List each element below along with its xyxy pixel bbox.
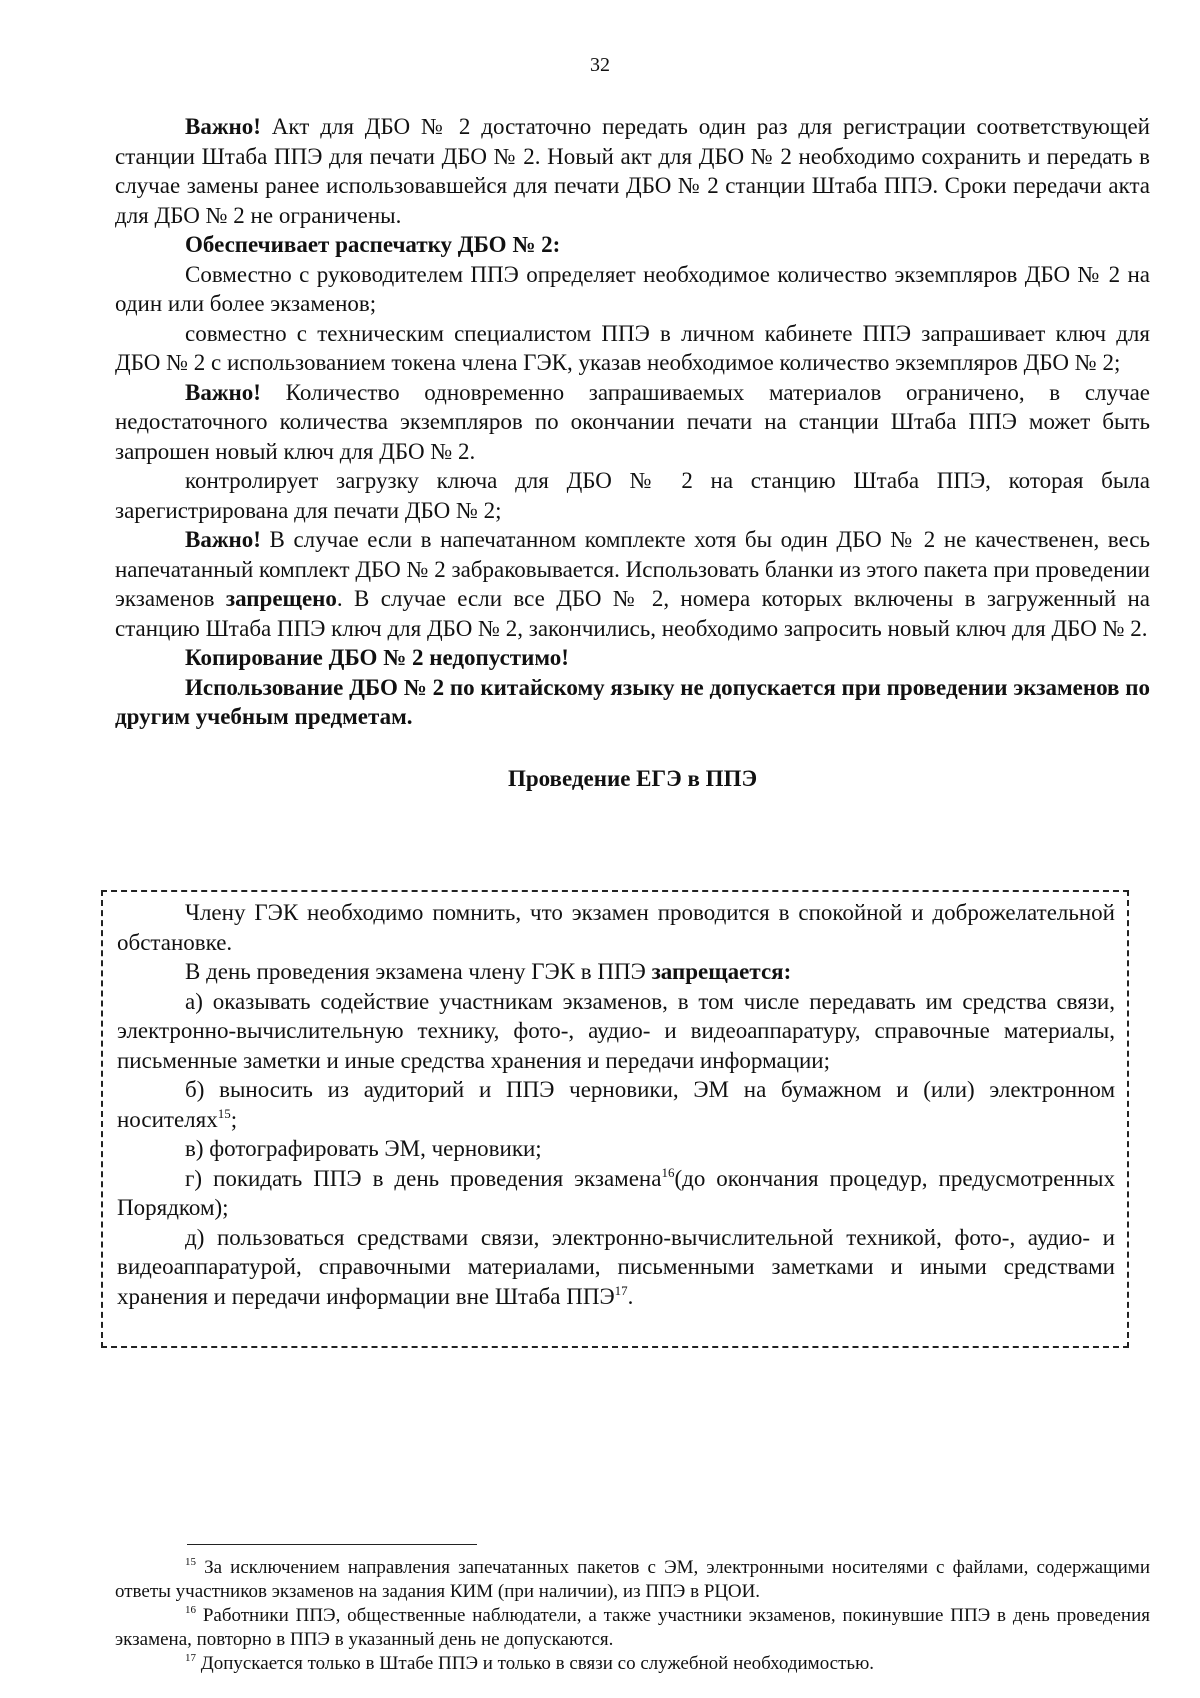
footnote-text: Работники ППЭ, общественные наблюдатели, а также участники экзаменов, покинувшие ППЭ в день проведения экзамена, повторно в ППЭ в указанный день не допускаются. bbox=[115, 1605, 1150, 1650]
footnote-number: 16 bbox=[185, 1604, 196, 1616]
important-label: Важно! bbox=[185, 379, 261, 405]
footnote-16 bbox=[115, 1604, 1150, 1652]
notice-text: В день проведения экзамена члену ГЭК в ППЭ bbox=[185, 959, 652, 984]
footnote-17 bbox=[115, 1652, 1150, 1676]
paragraph-text: Количество одновременно запрашиваемых материалов ограничено, в случае недостаточного количества экземпляров по окончании печати на станции Штаба ППЭ может быть запрошен новый ключ для ДБО № 2. bbox=[115, 379, 1150, 464]
paragraph-important-quality bbox=[115, 525, 1150, 643]
important-label: Важно! bbox=[185, 114, 261, 139]
paragraph-request-key: совместно с техническим специалистом ППЭ в личном кабинете ППЭ запрашивает ключ для ДБО № 2 с использованием токена члена ГЭК, указав необходимое количество экземпляров ДБО № 2; bbox=[115, 320, 1150, 375]
notice-prohibited-heading bbox=[117, 957, 1115, 987]
paragraph-important-limit bbox=[115, 378, 1150, 467]
footnote-number: 17 bbox=[185, 1652, 196, 1664]
notice-text: г) покидать ППЭ в день проведения экзамена bbox=[185, 1165, 662, 1191]
paragraph-text: В случае если в напечатанном комплекте хотя бы один ДБО № 2 не качественен, весь напечатанный комплект ДБО № 2 забраковывается. Использовать бланки из этого пакета при проведении экзаменов bbox=[115, 527, 1150, 611]
footnote-text: Допускается только в Штабе ППЭ и только в связи со служебной необходимостью. bbox=[196, 1653, 875, 1674]
notice-item-b bbox=[117, 1075, 1115, 1134]
paragraph-control-key: контролирует загрузку ключа для ДБО № 2 на станцию Штаба ППЭ, которая была зарегистрирована для печати ДБО № 2; bbox=[115, 468, 1150, 523]
copy-forbidden-note: Копирование ДБО № 2 недопустимо! bbox=[185, 645, 569, 670]
notice-intro: Члену ГЭК необходимо помнить, что экзамен проводится в спокойной и доброжелательной обстановке. bbox=[117, 900, 1115, 955]
important-label: Важно! bbox=[185, 527, 261, 552]
footnote-ref: 17 bbox=[614, 1282, 628, 1298]
footnote-number: 15 bbox=[185, 1556, 196, 1568]
chinese-language-note: Использование ДБО № 2 по китайскому языку не допускается при проведении экзаменов по другим учебным предметам. bbox=[115, 674, 1150, 729]
main-text bbox=[115, 112, 1150, 793]
notice-text: ; bbox=[230, 1106, 238, 1132]
forbidden-word: запрещено bbox=[225, 586, 337, 611]
notice-text: д) пользоваться средствами связи, электронно-вычислительной техникой, фото-, аудио- и видеоаппаратурой, справочными материалами, письменными заметками и иными средствами хранения и передачи информации вне Штаба ППЭ bbox=[117, 1224, 1115, 1309]
section-title: Проведение ЕГЭ в ППЭ bbox=[507, 765, 758, 791]
notice-item-g bbox=[117, 1164, 1115, 1223]
paragraph-text: Акт для ДБО № 2 достаточно передать один раз для регистрации соответствующей станции Штаба ППЭ для печати ДБО № 2. Новый акт для ДБО № 2 необходимо сохранить и передать в случае замены ранее использовавшейся для печати ДБО № 2 станции Штаба ППЭ. Сроки передачи акта для ДБО № 2 не ограничены. bbox=[115, 114, 1150, 228]
notice-item-a: а) оказывать содействие участникам экзаменов, в том числе передавать им средства связи, электронно-вычислительную технику, фото-, аудио- и видеоаппаратуру, справочные материалы, письменные заметки и иные средства хранения и передачи информации; bbox=[117, 988, 1115, 1073]
paragraph-text: . В случае если все ДБО № 2, номера которых включены в загруженный на станцию Штаба ППЭ ключ для ДБО № 2, закончились, необходимо запросить новый ключ для ДБО № 2. bbox=[115, 586, 1151, 641]
notice-text: . bbox=[627, 1283, 634, 1309]
heading-print-dbo: Обеспечивает распечатку ДБО № 2: bbox=[185, 232, 561, 257]
notice-box bbox=[101, 890, 1129, 1348]
footnote-divider bbox=[187, 1544, 477, 1545]
notice-item-v: в) фотографировать ЭМ, черновики; bbox=[185, 1136, 542, 1161]
footnote-ref: 16 bbox=[661, 1164, 675, 1180]
footnotes bbox=[115, 1556, 1150, 1676]
notice-text: б) выносить из аудиторий и ППЭ черновики, ЭМ на бумажном и (или) электронном носителях bbox=[117, 1077, 1115, 1132]
page-number: 32 bbox=[590, 54, 610, 76]
notice-item-d bbox=[117, 1223, 1115, 1312]
prohibited-word: запрещается: bbox=[651, 959, 792, 984]
paragraph-important-act bbox=[115, 112, 1150, 230]
notice-text: (до окончания процедур, предусмотренных Порядком); bbox=[117, 1165, 1115, 1220]
paragraph-define-copies: Совместно с руководителем ППЭ определяет необходимое количество экземпляров ДБО № 2 на один или более экзаменов; bbox=[115, 261, 1150, 316]
footnote-15 bbox=[115, 1556, 1150, 1604]
footnote-text: За исключением направления запечатанных пакетов с ЭМ, электронными носителями с файлами, содержащими ответы участников экзаменов на задания КИМ (при наличии), из ППЭ в РЦОИ. bbox=[115, 1557, 1150, 1602]
footnote-ref: 15 bbox=[217, 1105, 231, 1121]
